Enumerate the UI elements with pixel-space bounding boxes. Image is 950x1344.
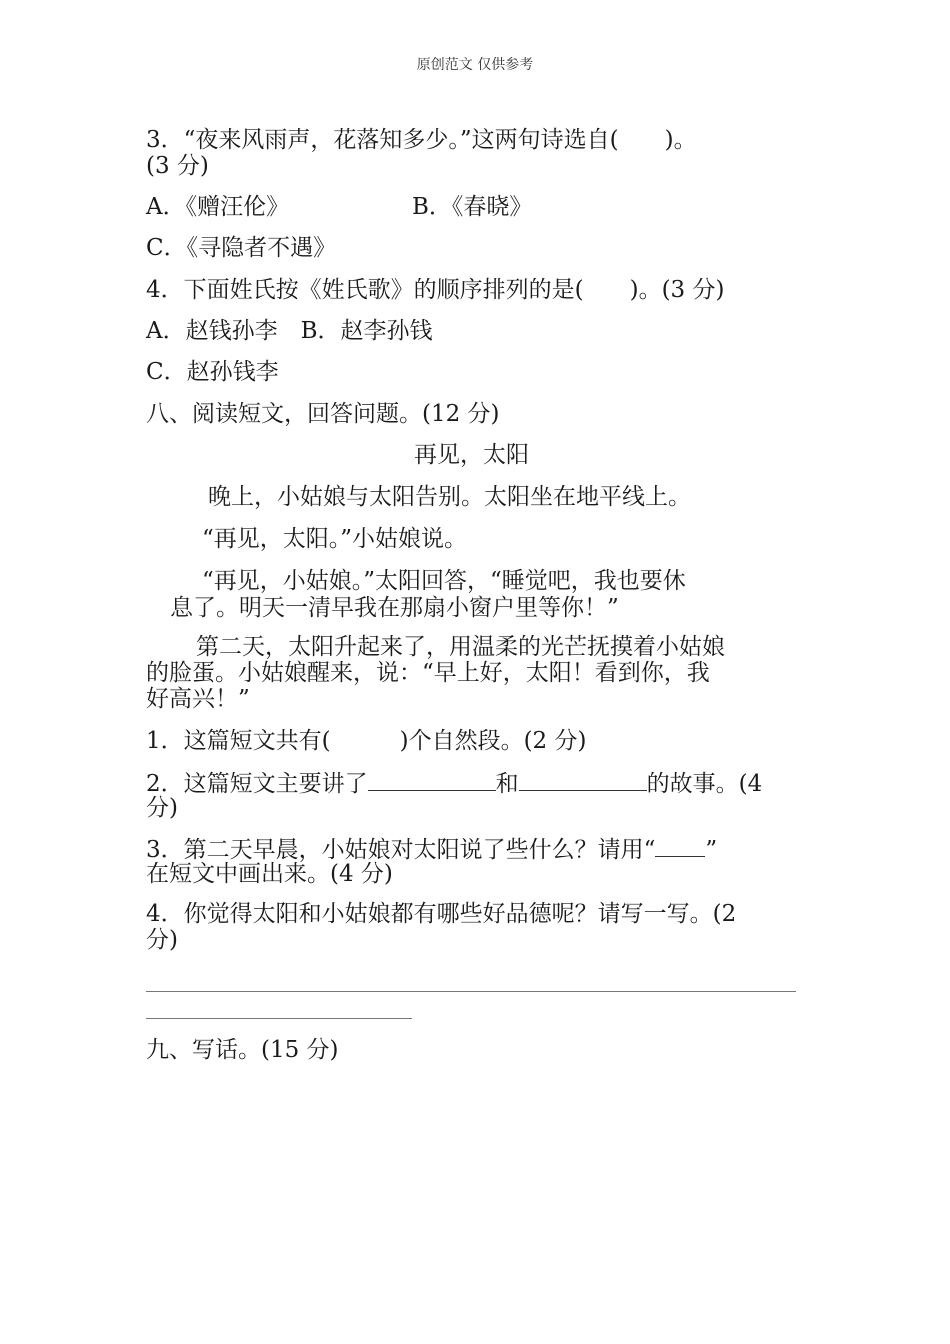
passage-title: 再见，太阳 bbox=[414, 442, 529, 468]
answer-blank-2[interactable] bbox=[519, 768, 647, 791]
answer-blank-1[interactable] bbox=[368, 768, 496, 791]
passage-p4-line2: 的脸蛋。小姑娘醒来，说：“早上好，太阳！看到你，我 bbox=[146, 660, 710, 686]
s8-question-4-line2: 分) bbox=[146, 927, 178, 953]
s8-question-1: 1．这篇短文共有( )个自然段。(2 分) bbox=[146, 728, 587, 754]
q3-line1: 3．“夜来风雨声，花落知多少。”这两句诗选自( )。 bbox=[146, 127, 697, 153]
s8-question-2-line2: 分) bbox=[146, 795, 178, 821]
section8-heading: 八、阅读短文，回答问题。(12 分) bbox=[146, 401, 500, 427]
q3-option-c: C．《寻隐者不遇》 bbox=[146, 235, 337, 261]
answer-line-1[interactable] bbox=[146, 991, 796, 992]
s8-q3-text-b: ” bbox=[705, 837, 718, 863]
passage-p1: 晚上，小姑娘与太阳告别。太阳坐在地平线上。 bbox=[208, 484, 691, 510]
s8-q2-text-c: 的故事。(4 bbox=[646, 771, 763, 797]
q4-option-c: C．赵孙钱李 bbox=[146, 359, 279, 385]
passage-p4-line3: 好高兴！” bbox=[146, 686, 250, 712]
q4-line: 4．下面姓氏按《姓氏歌》的顺序排列的是( )。(3 分) bbox=[146, 277, 725, 303]
answer-line-2[interactable] bbox=[146, 1018, 412, 1019]
section9-heading: 九、写话。(15 分) bbox=[146, 1037, 339, 1063]
s8-q2-text-b: 和 bbox=[495, 771, 519, 797]
q3-option-a: A．《赠汪伦》 bbox=[146, 194, 290, 220]
underline-sample bbox=[655, 834, 705, 857]
q4-option-ab: A．赵钱孙李 B．赵李孙钱 bbox=[146, 318, 433, 344]
passage-p3-line1: “再见，小姑娘。”太阳回答，“睡觉吧，我也要休 bbox=[202, 568, 686, 594]
passage-p2: “再见，太阳。”小姑娘说。 bbox=[202, 526, 468, 552]
s8-question-4-line1: 4．你觉得太阳和小姑娘都有哪些好品德呢？请写一写。(2 bbox=[146, 901, 737, 927]
s8-q3-text-a: 3．第二天早晨，小姑娘对太阳说了些什么？请用“ bbox=[146, 837, 656, 863]
passage-p4-line1: 第二天，太阳升起来了，用温柔的光芒抚摸着小姑娘 bbox=[196, 634, 725, 660]
q3-option-b: B．《春晓》 bbox=[412, 194, 533, 220]
s8-q2-text-a: 2．这篇短文主要讲了 bbox=[146, 771, 368, 797]
passage-p3-line2: 息了。明天一清早我在那扇小窗户里等你！” bbox=[170, 595, 619, 621]
q3-line2: (3 分) bbox=[146, 153, 209, 179]
s8-question-2 bbox=[146, 768, 762, 799]
page-header: 原创范文 仅供参考 bbox=[416, 57, 534, 73]
s8-question-3-line2: 在短文中画出来。(4 分) bbox=[146, 861, 393, 887]
